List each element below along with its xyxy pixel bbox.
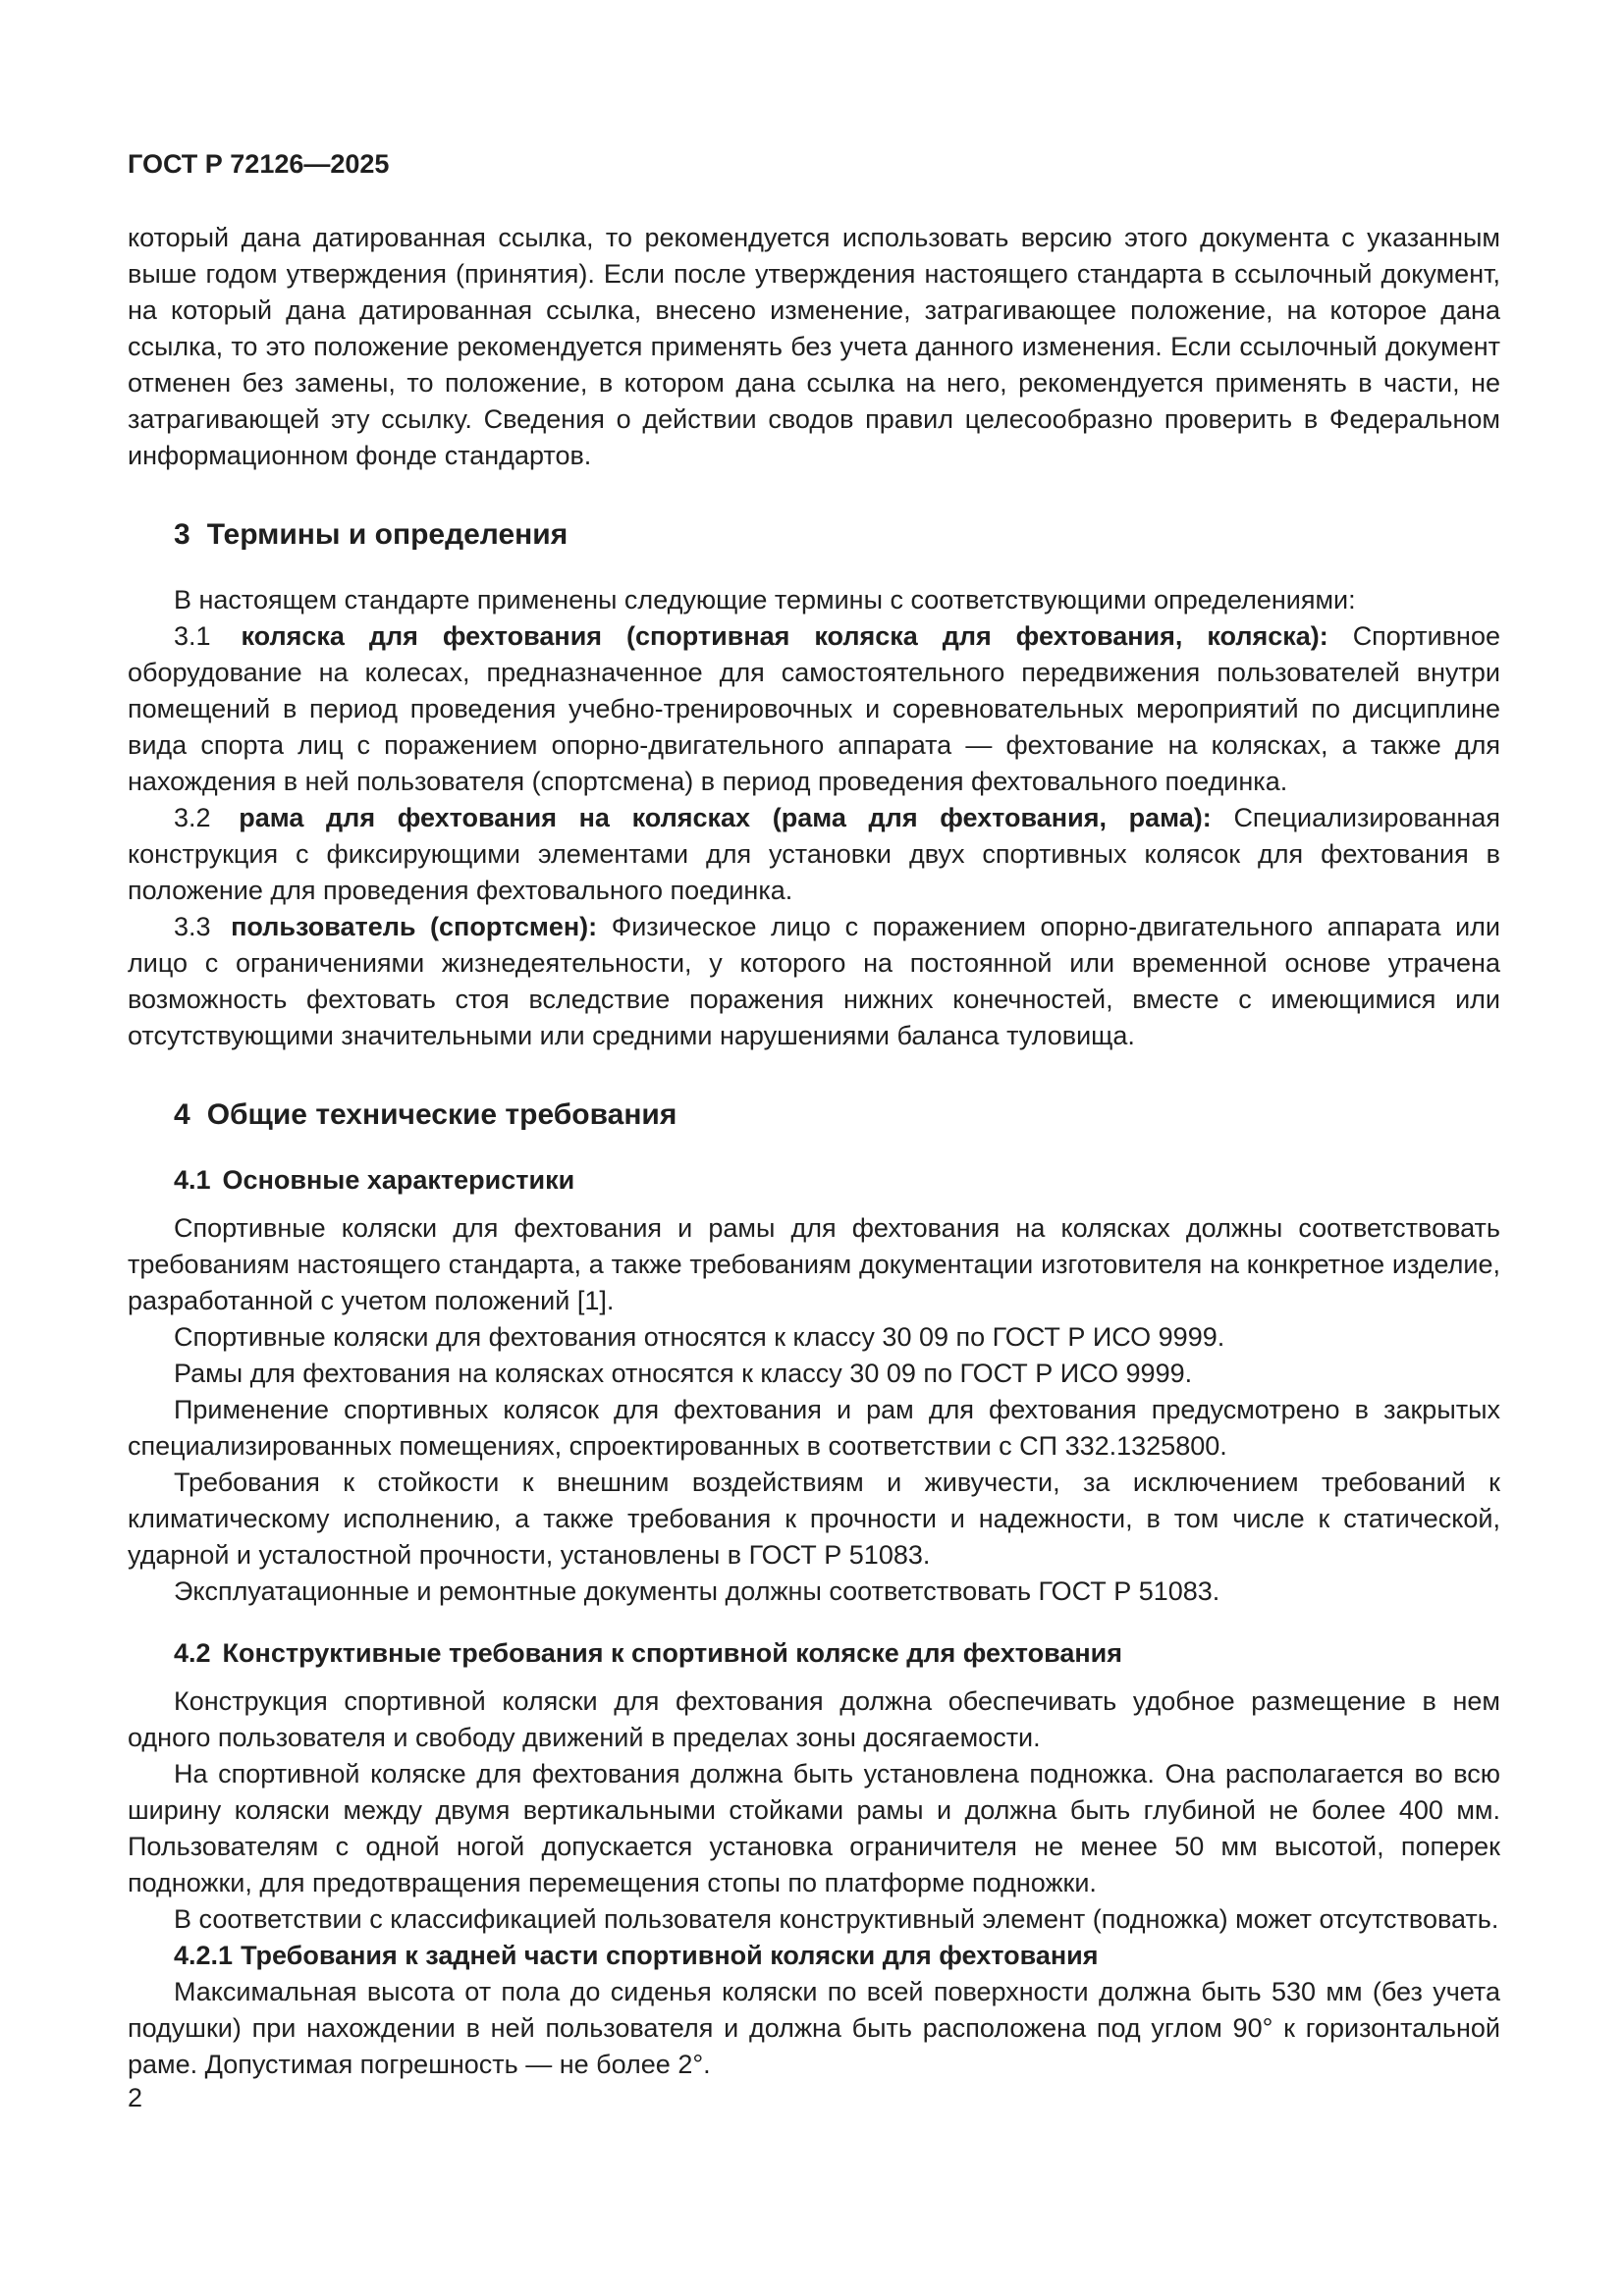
section-4-2-number: 4.2	[174, 1638, 211, 1668]
section-3-lead-paragraph: В настоящем стандарте применены следующие термины с соответствующими определениями:	[174, 585, 1356, 614]
section-4-2-1-title: Требования к задней части спортивной коляски для фехтования	[241, 1941, 1099, 1970]
term-number: 3.2	[174, 803, 211, 832]
section-4-1-title: Основные характеристики	[222, 1165, 575, 1195]
term-item-3-3	[128, 909, 1500, 1054]
section-4-1-paragraph: Рамы для фехтования на колясках относятся к классу 30 09 по ГОСТ Р ИСО 9999.	[174, 1359, 1193, 1388]
section-4-1-paragraph: Спортивные коляски для фехтования относятся к классу 30 09 по ГОСТ Р ИСО 9999.	[174, 1322, 1225, 1352]
term-name: коляска для фехтования (спортивная коляска для фехтования, коляска):	[241, 621, 1328, 651]
section-4-1-number: 4.1	[174, 1165, 211, 1195]
section-4-2-paragraph: В соответствии с классификацией пользователя конструктивный элемент (подножка) может отсутствовать.	[174, 1904, 1499, 1934]
section-4-2-paragraph: На спортивной коляске для фехтования должна быть установлена подножка. Она располагается во всю ширину коляски между двумя вертикальными стойками рамы и должна быть глубиной не более 400 мм. Пользователям с одной ногой допускается установка ограничителя не менее 50 мм высотой, поперек подножки, для предотвращения перемещения стопы по платформе подножки.	[128, 1759, 1500, 1897]
section-4-2-paragraph: Конструкция спортивной коляски для фехтования должна обеспечивать удобное размещение в нем одного пользователя и свободу движений в пределах зоны досягаемости.	[128, 1686, 1500, 1752]
section-4-1-paragraph: Требования к стойкости к внешним воздействиям и живучести, за исключением требований к климатическому исполнению, а также требования к прочности и надежности, в том числе к статической, ударной и усталостной прочности, установлены в ГОСТ Р 51083.	[128, 1468, 1500, 1570]
term-item-3-2	[128, 800, 1500, 909]
section-4-heading	[128, 1095, 1500, 1135]
section-4-2-1-paragraph: Максимальная высота от пола до сиденья коляски по всей поверхности должна быть 530 мм (без учета подушки) при нахождении в ней пользователя и должна быть расположена под углом 90° к горизонтальной раме. Допустимая погрешность — не более 2°.	[128, 1977, 1500, 2079]
section-3-title: Термины и определения	[206, 518, 568, 551]
page-number: 2	[128, 2083, 143, 2112]
section-4-1-paragraph: Применение спортивных колясок для фехтования и рам для фехтования предусмотрено в закрытых специализированных помещениях, спроектированных в соответствии с СП 332.1325800.	[128, 1395, 1500, 1461]
term-definition: Физическое лицо с поражением опорно-двигательного аппарата или лицо с ограничениями жизнедеятельности, у которого на постоянной или временной основе утрачена возможность фехтовать стоя вследствие поражения нижних конечностей, вместе с имеющимися или отсутствующими значительными или средними нарушениями баланса туловища.	[128, 912, 1500, 1050]
document-code-header: ГОСТ Р 72126—2025	[128, 149, 390, 179]
intro-paragraph: который дана датированная ссылка, то рекомендуется использовать версию этого документа с указанным выше годом утверждения (принятия). Если после утверждения настоящего стандарта в ссылочный документ, на который дана датированная ссылка, внесено изменение, затрагивающее положение, на которое дана ссылка, то это положение рекомендуется применять без учета данного изменения. Если ссылочный документ отменен без замены, то положение, в котором дана ссылка на него, рекомендуется применять в части, не затрагивающей эту ссылку. Сведения о действии сводов правил целесообразно проверить в Федеральном информационном фонде стандартов.	[128, 223, 1500, 470]
section-4-2-title: Конструктивные требования к спортивной коляске для фехтования	[222, 1638, 1122, 1668]
section-4-number: 4	[174, 1098, 190, 1131]
section-4-1-paragraph: Эксплуатационные и ремонтные документы должны соответствовать ГОСТ Р 51083.	[174, 1576, 1220, 1606]
term-definition: Специализированная конструкция с фиксирующими элементами для установки двух спортивных колясок для фехтования в положение для проведения фехтовального поединка.	[128, 803, 1500, 905]
term-name: пользователь (спортсмен):	[231, 912, 598, 941]
section-3-number: 3	[174, 518, 190, 551]
term-definition: Спортивное оборудование на колесах, предназначенное для самостоятельного передвижения пользователей внутри помещений в период проведения учебно-тренировочных и соревновательных мероприятий по дисциплине вида спорта лиц с поражением опорно-двигательного аппарата — фехтование на колясках, а также для нахождения в ней пользователя (спортсмена) в период проведения фехтовального поединка.	[128, 621, 1500, 796]
section-4-title: Общие технические требования	[206, 1098, 677, 1131]
section-4-2-heading	[128, 1635, 1500, 1672]
section-3-heading	[128, 515, 1500, 555]
term-item-3-1	[128, 618, 1500, 800]
section-4-2-1-number: 4.2.1	[174, 1941, 234, 1970]
section-4-1-paragraph: Спортивные коляски для фехтования и рамы для фехтования на колясках должны соответствовать требованиям настоящего стандарта, а также требованиям документации изготовителя на конкретное изделие, разработанной с учетом положений [1].	[128, 1213, 1500, 1315]
section-4-1-heading	[128, 1162, 1500, 1199]
term-number: 3.1	[174, 621, 211, 651]
section-4-2-1-heading	[128, 1938, 1500, 1974]
term-number: 3.3	[174, 912, 211, 941]
term-name: рама для фехтования на колясках (рама для фехтования, рама):	[239, 803, 1212, 832]
